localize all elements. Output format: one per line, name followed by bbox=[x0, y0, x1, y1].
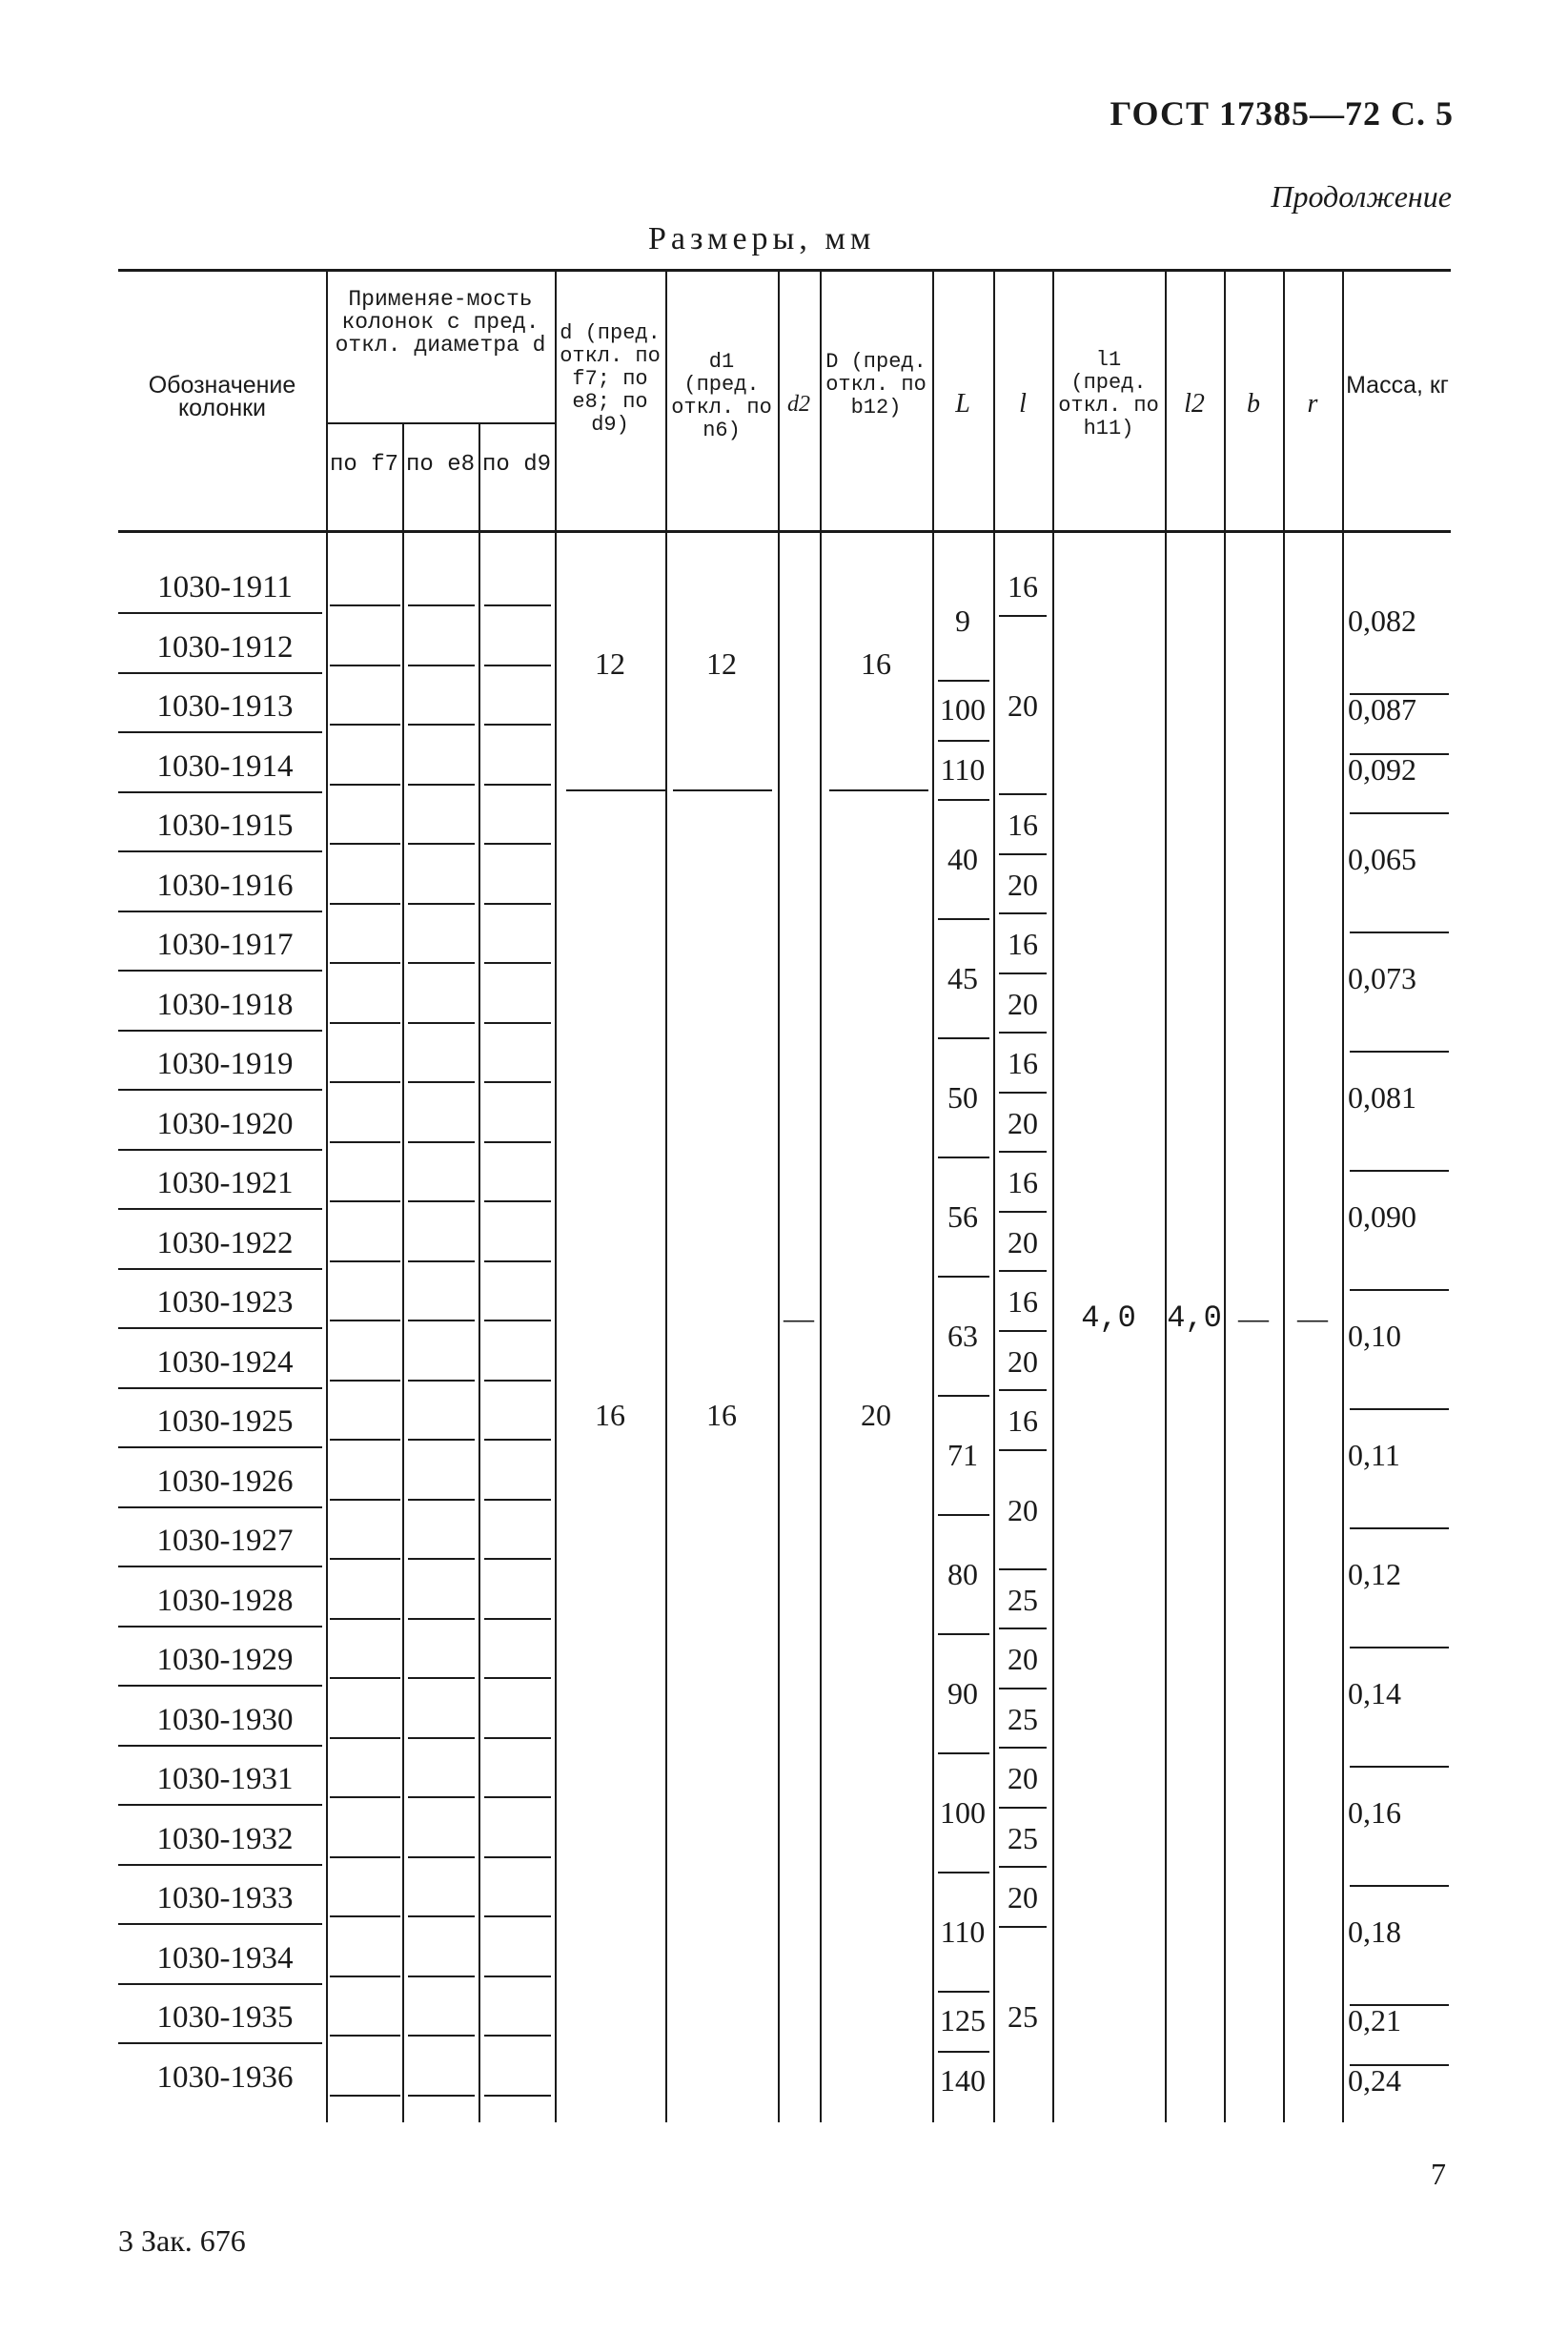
row-designation: 1030-1925 bbox=[156, 1404, 294, 1439]
applicability-dash bbox=[484, 1618, 551, 1620]
applicability-dash bbox=[330, 665, 400, 666]
document-header: ГОСТ 17385—72 С. 5 bbox=[1110, 94, 1454, 133]
l-separator bbox=[999, 972, 1047, 974]
L-separator bbox=[938, 918, 989, 920]
L-value: 9 bbox=[955, 603, 970, 638]
l-separator bbox=[999, 1270, 1047, 1272]
l-separator bbox=[999, 1568, 1047, 1570]
page-number: 7 bbox=[1431, 2157, 1446, 2191]
header-l1: l1 (пред. откл. по h11) bbox=[1058, 348, 1159, 440]
col-divider bbox=[402, 422, 404, 2122]
d1-value-group-2: 16 bbox=[706, 1398, 737, 1432]
b-value: — bbox=[1238, 1300, 1269, 1335]
col-divider bbox=[1052, 269, 1054, 2122]
l-separator bbox=[999, 1389, 1047, 1391]
row-designation: 1030-1923 bbox=[156, 1285, 294, 1320]
applicability-dash bbox=[330, 1976, 400, 1977]
applicability-dash bbox=[408, 784, 475, 786]
row-underline bbox=[118, 672, 322, 674]
row-underline bbox=[118, 970, 322, 972]
row-designation: 1030-1931 bbox=[156, 1762, 294, 1796]
applicability-dash bbox=[330, 1558, 400, 1560]
l-value: 16 bbox=[1008, 927, 1038, 962]
L-value: 63 bbox=[947, 1318, 978, 1353]
col-divider bbox=[1165, 269, 1167, 2122]
table-top-rule bbox=[118, 269, 1451, 272]
mass-value: 0,16 bbox=[1348, 1794, 1401, 1830]
applicability-dash bbox=[408, 2035, 475, 2037]
mass-value: 0,18 bbox=[1348, 1914, 1401, 1949]
applicability-dash bbox=[408, 1915, 475, 1917]
mass-value: 0,21 bbox=[1348, 2003, 1401, 2038]
L-separator bbox=[938, 1633, 989, 1635]
row-designation: 1030-1917 bbox=[156, 928, 294, 962]
row-designation: 1030-1912 bbox=[156, 629, 294, 665]
row-designation: 1030-1936 bbox=[156, 2059, 294, 2095]
row-underline bbox=[118, 1268, 322, 1270]
applicability-dash bbox=[484, 1022, 551, 1024]
row-designation: 1030-1930 bbox=[156, 1702, 294, 1737]
header-L: L bbox=[955, 389, 970, 419]
l-separator bbox=[999, 1449, 1047, 1451]
l-value: 20 bbox=[1008, 1642, 1038, 1677]
l-value: 20 bbox=[1008, 867, 1038, 902]
l-value: 25 bbox=[1008, 1820, 1038, 1855]
L-value: 50 bbox=[947, 1079, 978, 1115]
applicability-dash bbox=[330, 1915, 400, 1917]
print-footer: 3 Зак. 676 bbox=[118, 2223, 246, 2258]
applicability-dash bbox=[484, 665, 551, 666]
header-app-e8: по e8 bbox=[405, 452, 475, 478]
mass-separator bbox=[1350, 812, 1449, 814]
L-value: 71 bbox=[947, 1437, 978, 1472]
continuation-label: Продолжение bbox=[1271, 179, 1452, 214]
row-underline bbox=[118, 791, 322, 793]
l-separator bbox=[999, 1926, 1047, 1928]
l-separator bbox=[999, 1628, 1047, 1629]
row-underline bbox=[118, 1327, 322, 1329]
row-designation: 1030-1924 bbox=[156, 1344, 294, 1380]
applicability-dash bbox=[484, 784, 551, 786]
header-l: l bbox=[1019, 389, 1027, 419]
applicability-dash bbox=[484, 2035, 551, 2037]
l-value: 16 bbox=[1008, 1165, 1038, 1200]
col-divider bbox=[479, 422, 480, 2122]
applicability-dash bbox=[408, 2095, 475, 2097]
d-value-group-2: 16 bbox=[595, 1398, 625, 1432]
L-value: 45 bbox=[947, 960, 978, 995]
row-designation: 1030-1926 bbox=[156, 1464, 294, 1499]
header-r: r bbox=[1307, 389, 1318, 419]
applicability-dash bbox=[484, 1200, 551, 1202]
header-app-f7: по f7 bbox=[329, 452, 398, 478]
row-underline bbox=[118, 911, 322, 912]
row-designation: 1030-1916 bbox=[156, 868, 294, 903]
L-value: 80 bbox=[947, 1556, 978, 1591]
applicability-dash bbox=[330, 1677, 400, 1679]
row-underline bbox=[118, 1208, 322, 1210]
row-underline bbox=[118, 2042, 322, 2044]
header-D: D (пред. откл. по b12) bbox=[825, 350, 927, 420]
row-designation: 1030-1934 bbox=[156, 1940, 294, 1976]
applicability-dash bbox=[484, 2095, 551, 2097]
d-group-separator bbox=[566, 789, 665, 791]
l-separator bbox=[999, 1032, 1047, 1034]
applicability-dash bbox=[408, 962, 475, 964]
header-designation: Обозначение колонки bbox=[148, 372, 296, 421]
L-separator bbox=[938, 1991, 989, 1993]
col-divider bbox=[820, 269, 822, 2122]
row-designation: 1030-1935 bbox=[156, 2000, 294, 2035]
applicability-dash bbox=[484, 1439, 551, 1441]
d1-value-group-1: 12 bbox=[706, 646, 737, 681]
row-designation: 1030-1921 bbox=[156, 1166, 294, 1200]
L-value: 56 bbox=[947, 1198, 978, 1234]
l1-value: 4,0 bbox=[1081, 1300, 1136, 1336]
L-separator bbox=[938, 799, 989, 801]
header-app-d9: по d9 bbox=[481, 452, 551, 478]
l-separator bbox=[999, 1747, 1047, 1749]
header-d: d (пред. откл. по f7; по e8; по d9) bbox=[560, 321, 661, 437]
applicability-dash bbox=[330, 1081, 400, 1083]
applicability-dash bbox=[484, 1380, 551, 1382]
row-underline bbox=[118, 1923, 322, 1925]
mass-value: 0,082 bbox=[1348, 603, 1416, 638]
L-value: 110 bbox=[940, 1914, 986, 1949]
row-designation: 1030-1915 bbox=[156, 809, 294, 843]
header-l2: l2 bbox=[1184, 389, 1205, 419]
header-mass: Масса, кг bbox=[1346, 372, 1449, 399]
applicability-dash bbox=[330, 1439, 400, 1441]
applicability-dash bbox=[330, 903, 400, 905]
row-underline bbox=[118, 1864, 322, 1866]
applicability-dash bbox=[330, 1260, 400, 1262]
applicability-dash bbox=[408, 1618, 475, 1620]
row-designation: 1030-1927 bbox=[156, 1524, 294, 1558]
row-designation: 1030-1928 bbox=[156, 1583, 294, 1618]
applicability-dash bbox=[408, 604, 475, 606]
table-caption: Размеры, мм bbox=[648, 221, 876, 256]
l-value: 20 bbox=[1008, 1761, 1038, 1796]
row-underline bbox=[118, 1387, 322, 1389]
row-underline bbox=[118, 1149, 322, 1151]
applicability-dash bbox=[330, 2035, 400, 2037]
applicability-dash bbox=[330, 1737, 400, 1739]
applicability-dash bbox=[408, 903, 475, 905]
l-value: 20 bbox=[1008, 1343, 1038, 1379]
row-underline bbox=[118, 1506, 322, 1508]
mass-value: 0,081 bbox=[1348, 1079, 1416, 1115]
applicability-dash bbox=[330, 1618, 400, 1620]
l-value: 16 bbox=[1008, 1403, 1038, 1439]
applicability-dash bbox=[330, 843, 400, 845]
col-divider bbox=[665, 269, 667, 2122]
d2-value: — bbox=[784, 1300, 814, 1335]
l-separator bbox=[999, 1866, 1047, 1868]
l-value: 20 bbox=[1008, 1880, 1038, 1915]
applicability-dash bbox=[330, 1499, 400, 1501]
applicability-subheader-rule bbox=[326, 422, 555, 424]
header-bottom-rule bbox=[118, 530, 1451, 533]
l-value: 20 bbox=[1008, 688, 1038, 724]
applicability-dash bbox=[408, 1856, 475, 1858]
l-separator bbox=[999, 615, 1047, 617]
row-underline bbox=[118, 1626, 322, 1628]
row-designation: 1030-1913 bbox=[156, 689, 294, 724]
row-underline bbox=[118, 1685, 322, 1687]
L-value: 100 bbox=[940, 692, 986, 727]
mass-separator bbox=[1350, 1885, 1449, 1887]
row-designation: 1030-1918 bbox=[156, 987, 294, 1022]
applicability-dash bbox=[408, 1081, 475, 1083]
L-separator bbox=[938, 1752, 989, 1754]
row-designation: 1030-1932 bbox=[156, 1821, 294, 1856]
l-value: 16 bbox=[1008, 569, 1038, 604]
col-divider bbox=[555, 269, 557, 2122]
mass-separator bbox=[1350, 932, 1449, 933]
row-designation: 1030-1919 bbox=[156, 1047, 294, 1081]
r-value: — bbox=[1297, 1300, 1328, 1335]
row-underline bbox=[118, 1745, 322, 1747]
applicability-dash bbox=[484, 903, 551, 905]
applicability-dash bbox=[330, 1380, 400, 1382]
applicability-dash bbox=[484, 1677, 551, 1679]
col-divider bbox=[1283, 269, 1285, 2122]
row-designation: 1030-1933 bbox=[156, 1881, 294, 1915]
L-separator bbox=[938, 1872, 989, 1873]
l-separator bbox=[999, 853, 1047, 855]
applicability-dash bbox=[330, 1856, 400, 1858]
d1-group-separator bbox=[673, 789, 772, 791]
applicability-dash bbox=[484, 1141, 551, 1143]
row-underline bbox=[118, 1566, 322, 1567]
applicability-dash bbox=[484, 604, 551, 606]
applicability-dash bbox=[408, 1499, 475, 1501]
L-separator bbox=[938, 1276, 989, 1278]
mass-separator bbox=[1350, 1170, 1449, 1172]
l-separator bbox=[999, 912, 1047, 914]
row-underline bbox=[118, 731, 322, 733]
applicability-dash bbox=[408, 1677, 475, 1679]
D-value-group-2: 20 bbox=[861, 1398, 891, 1432]
L-separator bbox=[938, 1395, 989, 1397]
mass-value: 0,12 bbox=[1348, 1556, 1401, 1591]
col-divider bbox=[1342, 269, 1344, 2122]
row-designation: 1030-1922 bbox=[156, 1225, 294, 1260]
applicability-dash bbox=[330, 1141, 400, 1143]
row-designation: 1030-1920 bbox=[156, 1106, 294, 1141]
applicability-dash bbox=[408, 843, 475, 845]
applicability-dash bbox=[330, 1200, 400, 1202]
l-value: 25 bbox=[1008, 1582, 1038, 1617]
applicability-dash bbox=[408, 665, 475, 666]
applicability-dash bbox=[330, 2095, 400, 2097]
row-underline bbox=[118, 1804, 322, 1806]
mass-separator bbox=[1350, 1766, 1449, 1768]
row-designation: 1030-1914 bbox=[156, 748, 294, 784]
col-divider bbox=[326, 269, 328, 2122]
applicability-dash bbox=[330, 784, 400, 786]
mass-separator bbox=[1350, 1289, 1449, 1291]
applicability-dash bbox=[408, 1737, 475, 1739]
L-separator bbox=[938, 1514, 989, 1516]
D-group-separator bbox=[829, 789, 928, 791]
l-separator bbox=[999, 1211, 1047, 1213]
applicability-dash bbox=[408, 1260, 475, 1262]
D-value-group-1: 16 bbox=[861, 646, 891, 681]
applicability-dash bbox=[484, 1558, 551, 1560]
applicability-dash bbox=[330, 604, 400, 606]
L-separator bbox=[938, 740, 989, 742]
L-value: 100 bbox=[940, 1794, 986, 1830]
L-value: 110 bbox=[940, 751, 986, 787]
mass-value: 0,065 bbox=[1348, 841, 1416, 876]
l-value: 16 bbox=[1008, 808, 1038, 843]
applicability-dash bbox=[408, 1380, 475, 1382]
applicability-dash bbox=[484, 843, 551, 845]
mass-separator bbox=[1350, 1527, 1449, 1529]
L-separator bbox=[938, 1037, 989, 1039]
mass-value: 0,10 bbox=[1348, 1318, 1401, 1353]
mass-value: 0,092 bbox=[1348, 751, 1416, 787]
applicability-dash bbox=[408, 1141, 475, 1143]
l-value: 20 bbox=[1008, 1224, 1038, 1259]
applicability-dash bbox=[484, 1976, 551, 1977]
mass-separator bbox=[1350, 1647, 1449, 1648]
mass-separator bbox=[1350, 1408, 1449, 1410]
applicability-dash bbox=[408, 1320, 475, 1321]
L-value: 90 bbox=[947, 1675, 978, 1710]
row-designation: 1030-1929 bbox=[156, 1643, 294, 1677]
mass-value: 0,073 bbox=[1348, 960, 1416, 995]
applicability-dash bbox=[408, 1558, 475, 1560]
applicability-dash bbox=[408, 1022, 475, 1024]
l-separator bbox=[999, 1092, 1047, 1094]
header-d2: d2 bbox=[787, 392, 810, 417]
row-underline bbox=[118, 1446, 322, 1448]
header-b: b bbox=[1247, 389, 1260, 419]
mass-value: 0,087 bbox=[1348, 692, 1416, 727]
l-separator bbox=[999, 1807, 1047, 1809]
L-separator bbox=[938, 1157, 989, 1158]
l-value: 16 bbox=[1008, 1046, 1038, 1081]
applicability-dash bbox=[330, 1320, 400, 1321]
row-underline bbox=[118, 1030, 322, 1032]
applicability-dash bbox=[484, 1081, 551, 1083]
L-separator bbox=[938, 680, 989, 682]
mass-value: 0,24 bbox=[1348, 2062, 1401, 2098]
l2-value: 4,0 bbox=[1167, 1300, 1222, 1336]
applicability-dash bbox=[408, 1796, 475, 1798]
header-d1: d1 (пред. откл. по n6) bbox=[671, 350, 772, 442]
col-divider bbox=[778, 269, 780, 2122]
applicability-dash bbox=[484, 1796, 551, 1798]
applicability-dash bbox=[330, 724, 400, 726]
applicability-dash bbox=[330, 1796, 400, 1798]
L-value: 40 bbox=[947, 841, 978, 876]
l-separator bbox=[999, 1151, 1047, 1153]
row-underline bbox=[118, 1983, 322, 1985]
applicability-dash bbox=[408, 1976, 475, 1977]
L-separator bbox=[938, 2051, 989, 2053]
l-value: 20 bbox=[1008, 1105, 1038, 1140]
applicability-dash bbox=[330, 962, 400, 964]
applicability-dash bbox=[484, 1737, 551, 1739]
row-underline bbox=[118, 1089, 322, 1091]
row-underline bbox=[118, 612, 322, 614]
applicability-dash bbox=[484, 1260, 551, 1262]
row-underline bbox=[118, 850, 322, 852]
l-separator bbox=[999, 1330, 1047, 1332]
applicability-dash bbox=[484, 1856, 551, 1858]
l-value: 20 bbox=[1008, 1493, 1038, 1527]
L-value: 125 bbox=[940, 2003, 986, 2038]
d-value-group-1: 12 bbox=[595, 646, 625, 681]
applicability-dash bbox=[484, 962, 551, 964]
l-value: 16 bbox=[1008, 1284, 1038, 1320]
l-separator bbox=[999, 793, 1047, 795]
mass-value: 0,14 bbox=[1348, 1675, 1401, 1710]
l-value: 20 bbox=[1008, 986, 1038, 1021]
l-separator bbox=[999, 1688, 1047, 1689]
col-divider bbox=[1224, 269, 1226, 2122]
applicability-dash bbox=[330, 1022, 400, 1024]
L-value: 140 bbox=[940, 2062, 986, 2098]
mass-value: 0,090 bbox=[1348, 1198, 1416, 1234]
applicability-dash bbox=[484, 1499, 551, 1501]
l-value: 25 bbox=[1008, 1999, 1038, 2035]
applicability-dash bbox=[408, 724, 475, 726]
applicability-dash bbox=[408, 1439, 475, 1441]
mass-separator bbox=[1350, 1051, 1449, 1053]
header-applicability: Применяе-мость колонок с пред. откл. диаметра d bbox=[335, 287, 546, 358]
applicability-dash bbox=[408, 1200, 475, 1202]
row-designation: 1030-1911 bbox=[157, 570, 293, 604]
applicability-dash bbox=[484, 1320, 551, 1321]
col-divider bbox=[932, 269, 934, 2122]
mass-value: 0,11 bbox=[1348, 1437, 1400, 1472]
l-value: 25 bbox=[1008, 1701, 1038, 1736]
applicability-dash bbox=[484, 1915, 551, 1917]
applicability-dash bbox=[484, 724, 551, 726]
